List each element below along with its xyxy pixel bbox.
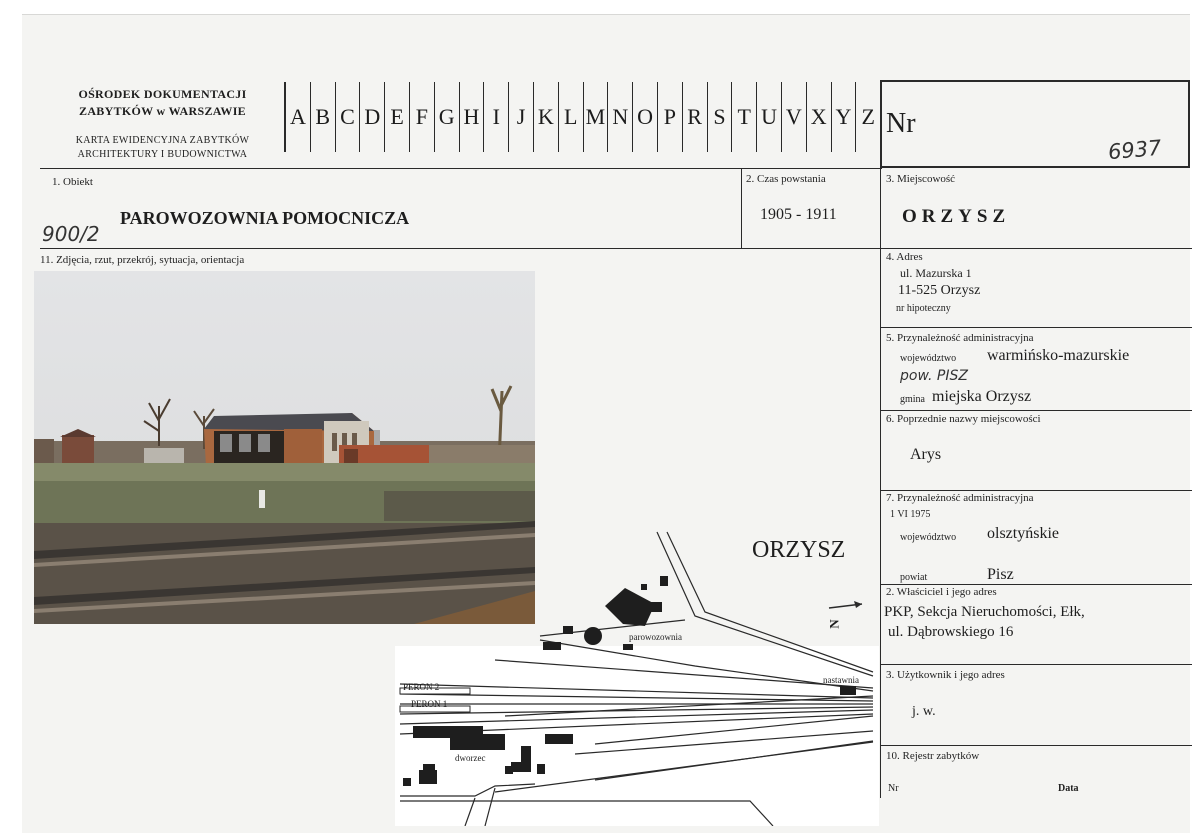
card-type <box>45 134 280 162</box>
zdjecia-label: 11. Zdjęcia, rzut, przekrój, sytuacja, orientacja <box>40 254 245 266</box>
map-label-peron-1: PERON 1 <box>411 699 448 709</box>
letter-cell: T <box>731 82 756 152</box>
letter-cell: Y <box>831 82 856 152</box>
rule-przyn7-bottom <box>880 584 1192 585</box>
adres-line-3: nr hipoteczny <box>896 303 951 314</box>
rejestr-data-label: Data <box>1058 783 1079 794</box>
adres-line-2: 11-525 Orzysz <box>898 283 981 298</box>
letter-cell: K <box>533 82 558 152</box>
rule-row1-bottom <box>40 248 1192 249</box>
obiekt-label: 1. Obiekt <box>52 176 93 188</box>
letter-cell: F <box>409 82 434 152</box>
rule-header-bottom <box>40 168 882 169</box>
card-type-line-2: ARCHITEKTURY I BUDOWNICTWA <box>77 149 248 160</box>
institution-line-1: OŚRODEK DOKUMENTACJI <box>78 87 247 101</box>
poprzednie-value: Arys <box>910 446 942 463</box>
site-map <box>395 526 879 826</box>
letter-cell: S <box>707 82 732 152</box>
map-label-dworzec: dworzec <box>455 753 486 763</box>
wojewodztwo-7-value: olsztyńskie <box>987 525 1059 542</box>
letter-cell: L <box>558 82 583 152</box>
institution-name <box>55 86 270 120</box>
powiat-label: powiat <box>900 572 928 583</box>
letter-cell: O <box>632 82 657 152</box>
map-label-nastawnia: nastawnia <box>823 675 859 685</box>
card-type-line-1: KARTA EWIDENCYJNA ZABYTKÓW <box>75 135 250 146</box>
gmina-value: miejska Orzysz <box>932 388 1032 405</box>
rule-header-sep <box>284 82 285 152</box>
letter-cell: E <box>384 82 409 152</box>
uzytkownik-label: 3. Użytkownik i jego adres <box>886 669 1005 681</box>
wojewodztwo-7-label: województwo <box>900 532 957 543</box>
nr-handwritten: 6937 <box>1107 135 1163 165</box>
letter-cell: N <box>607 82 632 152</box>
wlasciciel-label: 2. Właściciel i jego adres <box>886 586 997 598</box>
letter-cell: R <box>682 82 707 152</box>
letter-cell: P <box>657 82 682 152</box>
gmina-label: gmina <box>900 394 925 405</box>
site-map-drawing <box>395 526 879 826</box>
nr-label: Nr <box>886 108 916 139</box>
powiat-handwritten: pow. PISZ <box>900 368 968 384</box>
letter-cell: I <box>483 82 508 152</box>
letter-cell: U <box>756 82 781 152</box>
rejestr-label: 10. Rejestr zabytków <box>886 750 980 762</box>
przynaleznosc-7-label: 7. Przynależność administracyjna <box>886 492 1034 504</box>
wojewodztwo-label: województwo <box>900 353 957 364</box>
rejestr-nr-label: Nr <box>888 783 899 794</box>
rule-adres-bottom <box>880 327 1192 328</box>
map-label-peron-2: PERON 2 <box>403 682 440 692</box>
rule-wlasc-bottom <box>880 664 1192 665</box>
adres-line-1: ul. Mazurska 1 <box>900 266 972 280</box>
rule-przyn-bottom <box>880 410 1192 411</box>
obiekt-value: PAROWOZOWNIA POMOCNICZA <box>120 208 410 228</box>
letter-cell: H <box>459 82 484 152</box>
adres-label: 4. Adres <box>886 251 923 263</box>
letter-cell: G <box>434 82 459 152</box>
letter-cell: J <box>508 82 533 152</box>
letter-cell: D <box>359 82 384 152</box>
uzytkownik-value: j. w. <box>912 704 936 719</box>
letter-cell: C <box>335 82 360 152</box>
north-label: N <box>826 619 842 629</box>
letter-cell: V <box>781 82 806 152</box>
rule-poprz-bottom <box>880 490 1192 491</box>
poprzednie-label: 6. Poprzednie nazwy miejscowości <box>886 413 1041 425</box>
letter-cell: A <box>285 82 310 152</box>
miejscowosc-value: ORZYSZ <box>902 206 1011 227</box>
letter-cell: M <box>583 82 608 152</box>
czas-value: 1905 - 1911 <box>760 206 837 223</box>
czas-label: 2. Czas powstania <box>746 173 826 185</box>
przynaleznosc-7-date: 1 VI 1975 <box>890 509 931 520</box>
powiat-value: Pisz <box>987 566 1014 583</box>
letter-cell: B <box>310 82 335 152</box>
map-title: ORZYSZ <box>752 537 846 563</box>
rule-right-column <box>880 168 881 798</box>
wlasciciel-line-2: ul. Dąbrowskiego 16 <box>888 624 1014 640</box>
map-label-parowozownia: parowozownia <box>629 632 682 642</box>
wojewodztwo-value: warmińsko-mazurskie <box>987 347 1130 364</box>
przynaleznosc-label: 5. Przynależność administracyjna <box>886 332 1034 344</box>
letter-cell: Z <box>855 82 880 152</box>
rule-czas-left <box>741 168 742 248</box>
institution-line-2: ZABYTKÓW w WARSZAWIE <box>79 104 246 118</box>
miejscowosc-label: 3. Miejscowość <box>886 173 956 185</box>
wlasciciel-line-1: PKP, Sekcja Nieruchomości, Ełk, <box>884 604 1085 620</box>
rule-uzytk-bottom <box>880 745 1192 746</box>
letter-index <box>285 82 880 152</box>
letter-cell: X <box>806 82 831 152</box>
obiekt-code: 900/2 <box>42 222 100 246</box>
